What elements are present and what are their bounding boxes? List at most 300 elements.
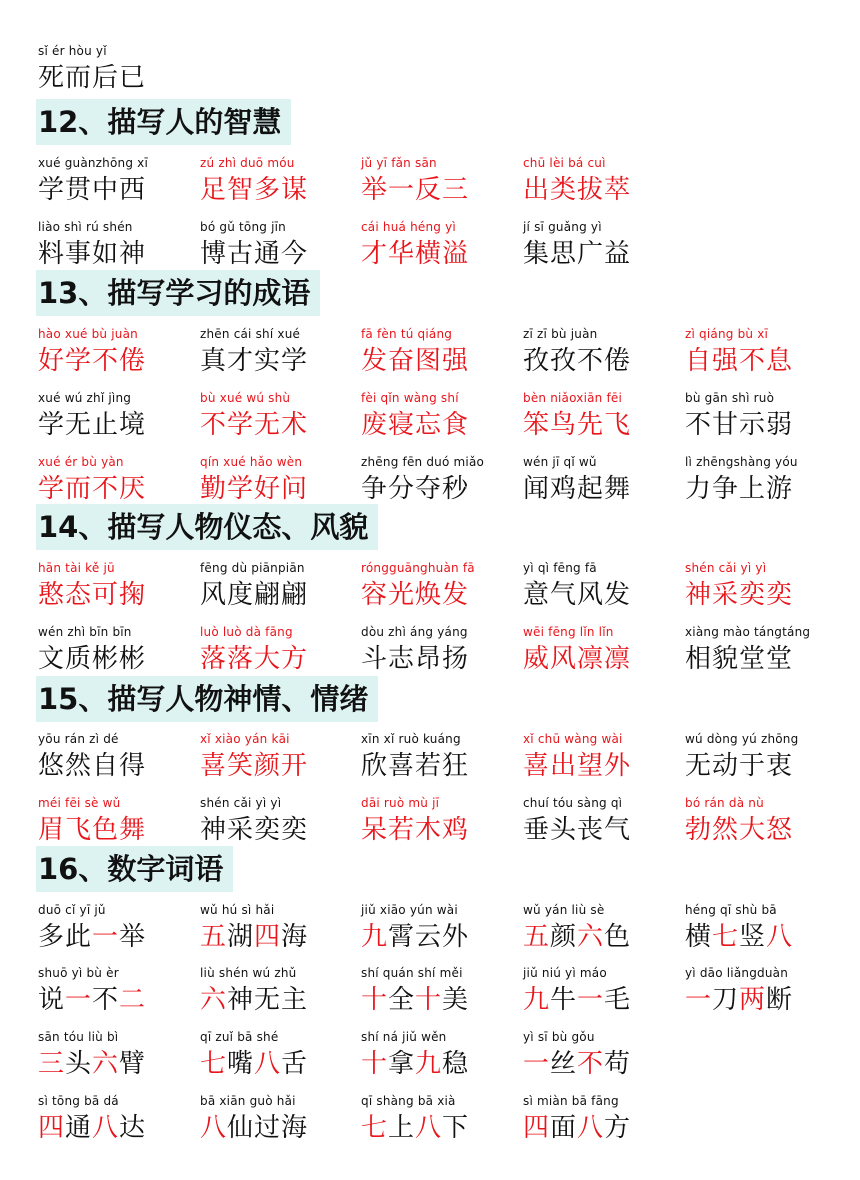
idiom-item: [361, 1093, 521, 1147]
characters: 不甘示弱: [685, 410, 794, 440]
section-heading: 14、描写人物仪态、风貌: [36, 504, 378, 550]
idiom-characters: [200, 811, 360, 849]
idiom-pinyin: luò luò dà fāng: [200, 625, 293, 639]
idiom-item: [38, 155, 198, 209]
idiom-characters: [200, 342, 360, 380]
characters: 说: [38, 985, 66, 1015]
characters: 欣喜若狂: [361, 751, 470, 781]
idiom-pinyin: xué guànzhōng xī: [38, 156, 149, 170]
highlighted-characters: 眉飞色舞: [38, 815, 147, 845]
idiom-pinyin: yì qì fēng fā: [523, 561, 597, 575]
idiom-item: [685, 390, 845, 444]
highlighted-characters: 十: [415, 985, 443, 1015]
idiom-item: [685, 326, 845, 380]
idiom-pinyin: jiǔ niú yì máo: [523, 966, 607, 980]
idiom-pinyin: wén jī qǐ wǔ: [523, 455, 597, 469]
characters: 上: [388, 1113, 416, 1143]
characters: 苟: [604, 1049, 632, 1079]
highlighted-characters: 落落大方: [200, 644, 309, 674]
idiom-item: [685, 965, 845, 1019]
idiom-characters: [361, 811, 521, 849]
idiom-pinyin: wēi fēng lǐn lǐn: [523, 625, 614, 639]
idiom-characters: [523, 918, 683, 956]
idiom-pinyin: xiàng mào tángtáng: [685, 625, 811, 639]
highlighted-characters: 自强不息: [685, 346, 794, 376]
idiom-pinyin: yōu rán zì dé: [38, 732, 119, 746]
idiom-pinyin: zì qiáng bù xī: [685, 327, 769, 341]
idiom-item: [38, 219, 198, 273]
highlighted-characters: 十: [361, 1049, 389, 1079]
highlighted-characters: 八: [200, 1113, 228, 1143]
idiom-item: [200, 390, 360, 444]
idiom-pinyin: qī shàng bā xià: [361, 1094, 456, 1108]
idiom-item: [685, 795, 845, 849]
idiom-characters: [685, 747, 845, 785]
idiom-characters: [685, 470, 845, 508]
idiom-item: [523, 326, 683, 380]
idiom-characters: [38, 235, 198, 273]
idiom-item: [523, 624, 683, 678]
idiom-characters: [200, 576, 360, 614]
idiom-pinyin: zhēng fēn duó miǎo: [361, 455, 485, 469]
idiom-pinyin: bèn niǎoxiān fēi: [523, 391, 623, 405]
idiom-item: [38, 390, 198, 444]
idiom-pinyin: sǐ ér hòu yǐ: [38, 44, 107, 58]
idiom-item: [361, 1029, 521, 1083]
idiom-characters: [38, 171, 198, 209]
characters: 丝: [550, 1049, 578, 1079]
highlighted-characters: 呆若木鸡: [361, 815, 470, 845]
idiom-item: [38, 560, 198, 614]
idiom-item: [200, 560, 360, 614]
characters: 文质彬彬: [38, 644, 147, 674]
highlighted-characters: 七: [361, 1113, 389, 1143]
idiom-characters: [523, 470, 683, 508]
idiom-pinyin: lì zhēngshàng yóu: [685, 455, 798, 469]
idiom-characters: [200, 171, 360, 209]
characters: 面: [550, 1113, 578, 1143]
idiom-item: [361, 155, 521, 209]
idiom-pinyin: zī zī bù juàn: [523, 327, 598, 341]
section-heading: 15、描写人物神情、情绪: [36, 676, 378, 722]
characters: 舌: [281, 1049, 309, 1079]
idiom-pinyin: shí quán shí měi: [361, 966, 463, 980]
highlighted-characters: 勃然大怒: [685, 815, 794, 845]
idiom-characters: [38, 1045, 198, 1083]
idiom-characters: [523, 981, 683, 1019]
characters: 达: [119, 1113, 147, 1143]
idiom-characters: [523, 1045, 683, 1083]
idiom-pinyin: cái huá héng yì: [361, 220, 456, 234]
characters: 风度翩翩: [200, 580, 309, 610]
idiom-item: [523, 731, 683, 785]
characters: 斗志昂扬: [361, 644, 470, 674]
characters: 稳: [442, 1049, 470, 1079]
idiom-item: [200, 1029, 360, 1083]
idiom-characters: [200, 1109, 360, 1147]
characters: 毛: [604, 985, 632, 1015]
characters: 全: [388, 985, 416, 1015]
idiom-characters: [38, 59, 198, 97]
characters: 神无主: [227, 985, 309, 1015]
idiom-item: [38, 795, 198, 849]
idiom-pinyin: yì sī bù gǒu: [523, 1030, 595, 1044]
idiom-pinyin: shén cǎi yì yì: [685, 561, 767, 575]
idiom-characters: [523, 171, 683, 209]
idiom-pinyin: xǐ chū wàng wài: [523, 732, 623, 746]
characters: 不: [92, 985, 120, 1015]
idiom-pinyin: dāi ruò mù jī: [361, 796, 440, 810]
characters: 力争上游: [685, 474, 794, 504]
characters: 相貌堂堂: [685, 644, 794, 674]
idiom-item: [38, 43, 198, 97]
highlighted-characters: 五: [523, 922, 551, 952]
idiom-pinyin: shén cǎi yì yì: [200, 796, 282, 810]
highlighted-characters: 六: [577, 922, 605, 952]
idiom-pinyin: chuí tóu sàng qì: [523, 796, 623, 810]
highlighted-characters: 五: [200, 922, 228, 952]
idiom-characters: [523, 1109, 683, 1147]
highlighted-characters: 四: [254, 922, 282, 952]
characters: 闻鸡起舞: [523, 474, 632, 504]
idiom-pinyin: yì dāo liǎngduàn: [685, 966, 789, 980]
characters: 霄云外: [388, 922, 470, 952]
highlighted-characters: 九: [361, 922, 389, 952]
idiom-characters: [523, 747, 683, 785]
idiom-characters: [200, 470, 360, 508]
highlighted-characters: 一: [685, 985, 713, 1015]
characters: 美: [442, 985, 470, 1015]
idiom-characters: [38, 640, 198, 678]
idiom-pinyin: bó gǔ tōng jīn: [200, 220, 286, 234]
idiom-item: [361, 326, 521, 380]
idiom-pinyin: jiǔ xiāo yún wài: [361, 903, 458, 917]
idiom-pinyin: bù xué wú shù: [200, 391, 291, 405]
idiom-item: [523, 965, 683, 1019]
characters: 多此: [38, 922, 93, 952]
characters: 垂头丧气: [523, 815, 632, 845]
idiom-pinyin: chū lèi bá cuì: [523, 156, 606, 170]
section-heading: 13、描写学习的成语: [36, 270, 320, 316]
idiom-pinyin: xǐ xiào yán kāi: [200, 732, 290, 746]
idiom-pinyin: qī zuǐ bā shé: [200, 1030, 279, 1044]
idiom-pinyin: bó rán dà nù: [685, 796, 764, 810]
characters: 举: [119, 922, 147, 952]
idiom-pinyin: jǔ yī fǎn sān: [361, 156, 437, 170]
idiom-item: [38, 624, 198, 678]
characters: 湖: [227, 922, 255, 952]
highlighted-characters: 六: [92, 1049, 120, 1079]
highlighted-characters: 六: [200, 985, 228, 1015]
idiom-characters: [685, 640, 845, 678]
idiom-pinyin: bù gān shì ruò: [685, 391, 775, 405]
idiom-pinyin: méi fēi sè wǔ: [38, 796, 121, 810]
idiom-item: [361, 624, 521, 678]
characters: 海: [281, 922, 309, 952]
characters: 颜: [550, 922, 578, 952]
idiom-item: [685, 731, 845, 785]
idiom-pinyin: sì miàn bā fāng: [523, 1094, 619, 1108]
characters: 臂: [119, 1049, 147, 1079]
idiom-item: [523, 390, 683, 444]
characters: 嘴: [227, 1049, 255, 1079]
idiom-item: [38, 902, 198, 956]
idiom-item: [361, 219, 521, 273]
idiom-item: [200, 624, 360, 678]
highlighted-characters: 八: [415, 1113, 443, 1143]
characters: 牛: [550, 985, 578, 1015]
idiom-item: [523, 155, 683, 209]
idiom-item: [523, 1029, 683, 1083]
idiom-item: [38, 326, 198, 380]
idiom-item: [361, 731, 521, 785]
characters: 拿: [388, 1049, 416, 1079]
highlighted-characters: 八: [577, 1113, 605, 1143]
highlighted-characters: 一: [523, 1049, 551, 1079]
idiom-characters: [523, 811, 683, 849]
characters: 博古通今: [200, 239, 309, 269]
characters: 死而后已: [38, 63, 147, 93]
highlighted-characters: 足智多谋: [200, 175, 309, 205]
idiom-item: [685, 624, 845, 678]
characters: 悠然自得: [38, 751, 147, 781]
idiom-item: [38, 965, 198, 1019]
idiom-item: [200, 965, 360, 1019]
idiom-item: [200, 1093, 360, 1147]
idiom-item: [523, 1093, 683, 1147]
idiom-pinyin: sì tōng bā dá: [38, 1094, 119, 1108]
characters: 刀: [712, 985, 740, 1015]
characters: 下: [442, 1113, 470, 1143]
idiom-item: [523, 560, 683, 614]
idiom-characters: [685, 918, 845, 956]
characters: 集思广益: [523, 239, 632, 269]
idiom-pinyin: jí sī guǎng yì: [523, 220, 602, 234]
idiom-characters: [361, 1109, 521, 1147]
highlighted-characters: 废寝忘食: [361, 410, 470, 440]
idiom-item: [523, 795, 683, 849]
idiom-characters: [200, 235, 360, 273]
idiom-pinyin: héng qī shù bā: [685, 903, 777, 917]
idiom-characters: [38, 342, 198, 380]
highlighted-characters: 十: [361, 985, 389, 1015]
idiom-pinyin: fēng dù piānpiān: [200, 561, 305, 575]
idiom-characters: [200, 747, 360, 785]
highlighted-characters: 七: [712, 922, 740, 952]
idiom-pinyin: zú zhì duō móu: [200, 156, 295, 170]
idiom-pinyin: sān tóu liù bì: [38, 1030, 119, 1044]
idiom-characters: [361, 171, 521, 209]
highlighted-characters: 容光焕发: [361, 580, 470, 610]
idiom-characters: [38, 406, 198, 444]
idiom-characters: [38, 918, 198, 956]
highlighted-characters: 喜笑颜开: [200, 751, 309, 781]
characters: 学贯中西: [38, 175, 147, 205]
idiom-characters: [685, 811, 845, 849]
idiom-characters: [361, 747, 521, 785]
idiom-item: [361, 560, 521, 614]
idiom-characters: [523, 406, 683, 444]
idiom-pinyin: liù shén wú zhǔ: [200, 966, 297, 980]
idiom-pinyin: wǔ yán liù sè: [523, 903, 605, 917]
idiom-characters: [685, 576, 845, 614]
idiom-pinyin: wú dòng yú zhōng: [685, 732, 799, 746]
highlighted-characters: 八: [766, 922, 794, 952]
characters: 通: [65, 1113, 93, 1143]
idiom-characters: [523, 576, 683, 614]
idiom-item: [523, 454, 683, 508]
characters: 竖: [739, 922, 767, 952]
idiom-characters: [38, 981, 198, 1019]
highlighted-characters: 八: [92, 1113, 120, 1143]
idiom-item: [200, 902, 360, 956]
idiom-characters: [361, 470, 521, 508]
highlighted-characters: 二: [119, 985, 147, 1015]
idiom-characters: [200, 1045, 360, 1083]
highlighted-characters: 举一反三: [361, 175, 470, 205]
section-heading: 16、数字词语: [36, 846, 233, 892]
idiom-characters: [685, 981, 845, 1019]
highlighted-characters: 七: [200, 1049, 228, 1079]
highlighted-characters: 一: [65, 985, 93, 1015]
highlighted-characters: 发奋图强: [361, 346, 470, 376]
idiom-pinyin: fèi qǐn wàng shí: [361, 391, 459, 405]
highlighted-characters: 四: [523, 1113, 551, 1143]
highlighted-characters: 才华横溢: [361, 239, 470, 269]
highlighted-characters: 好学不倦: [38, 346, 147, 376]
idiom-item: [361, 965, 521, 1019]
idiom-item: [38, 731, 198, 785]
highlighted-characters: 一: [92, 922, 120, 952]
highlighted-characters: 不学无术: [200, 410, 309, 440]
characters: 头: [65, 1049, 93, 1079]
idiom-characters: [38, 747, 198, 785]
idiom-item: [361, 795, 521, 849]
idiom-pinyin: dòu zhì áng yáng: [361, 625, 468, 639]
idiom-pinyin: wén zhì bīn bīn: [38, 625, 132, 639]
characters: 方: [604, 1113, 632, 1143]
idiom-characters: [361, 918, 521, 956]
idiom-item: [38, 1093, 198, 1147]
idiom-item: [200, 731, 360, 785]
idiom-characters: [200, 406, 360, 444]
idiom-characters: [523, 342, 683, 380]
idiom-item: [38, 1029, 198, 1083]
idiom-pinyin: liào shì rú shén: [38, 220, 133, 234]
idiom-characters: [685, 342, 845, 380]
highlighted-characters: 两: [739, 985, 767, 1015]
characters: 横: [685, 922, 713, 952]
idiom-pinyin: hào xué bù juàn: [38, 327, 138, 341]
idiom-pinyin: xué wú zhǐ jìng: [38, 391, 132, 405]
highlighted-characters: 神采奕奕: [685, 580, 794, 610]
idiom-pinyin: xué ér bù yàn: [38, 455, 124, 469]
idiom-item: [200, 326, 360, 380]
idiom-characters: [361, 576, 521, 614]
idiom-item: [685, 454, 845, 508]
highlighted-characters: 勤学好问: [200, 474, 309, 504]
idiom-item: [200, 219, 360, 273]
idiom-characters: [38, 576, 198, 614]
highlighted-characters: 三: [38, 1049, 66, 1079]
idiom-characters: [361, 342, 521, 380]
characters: 料事如神: [38, 239, 147, 269]
highlighted-characters: 八: [254, 1049, 282, 1079]
characters: 争分夺秒: [361, 474, 470, 504]
characters: 意气风发: [523, 580, 632, 610]
idiom-item: [200, 454, 360, 508]
idiom-characters: [38, 470, 198, 508]
idiom-characters: [361, 640, 521, 678]
highlighted-characters: 学而不厌: [38, 474, 147, 504]
idiom-item: [200, 155, 360, 209]
idiom-characters: [523, 235, 683, 273]
idiom-characters: [38, 811, 198, 849]
highlighted-characters: 憨态可掬: [38, 580, 147, 610]
highlighted-characters: 笨鸟先飞: [523, 410, 632, 440]
idiom-pinyin: róngguānghuàn fā: [361, 561, 475, 575]
idiom-pinyin: xīn xǐ ruò kuáng: [361, 732, 461, 746]
idiom-item: [685, 902, 845, 956]
idiom-item: [685, 560, 845, 614]
highlighted-characters: 四: [38, 1113, 66, 1143]
highlighted-characters: 出类拔萃: [523, 175, 632, 205]
idiom-pinyin: fā fèn tú qiáng: [361, 327, 453, 341]
characters: 神采奕奕: [200, 815, 309, 845]
idiom-pinyin: wǔ hú sì hǎi: [200, 903, 275, 917]
idiom-characters: [38, 1109, 198, 1147]
idiom-item: [523, 219, 683, 273]
characters: 无动于衷: [685, 751, 794, 781]
idiom-pinyin: bā xiān guò hǎi: [200, 1094, 296, 1108]
idiom-pinyin: shí ná jiǔ wěn: [361, 1030, 447, 1044]
highlighted-characters: 一: [577, 985, 605, 1015]
idiom-characters: [361, 406, 521, 444]
section-heading: 12、描写人的智慧: [36, 99, 291, 145]
idiom-characters: [523, 640, 683, 678]
highlighted-characters: 喜出望外: [523, 751, 632, 781]
idiom-characters: [361, 235, 521, 273]
highlighted-characters: 九: [523, 985, 551, 1015]
highlighted-characters: 九: [415, 1049, 443, 1079]
idiom-characters: [361, 981, 521, 1019]
idiom-item: [361, 390, 521, 444]
characters: 仙过海: [227, 1113, 309, 1143]
idiom-item: [361, 902, 521, 956]
idiom-item: [523, 902, 683, 956]
idiom-characters: [200, 640, 360, 678]
idiom-item: [200, 795, 360, 849]
idiom-pinyin: shuō yì bù èr: [38, 966, 119, 980]
idiom-pinyin: duō cǐ yī jǔ: [38, 903, 106, 917]
characters: 断: [766, 985, 794, 1015]
idiom-item: [38, 454, 198, 508]
idiom-pinyin: qín xué hǎo wèn: [200, 455, 303, 469]
characters: 色: [604, 922, 632, 952]
idiom-characters: [361, 1045, 521, 1083]
idiom-pinyin: zhēn cái shí xué: [200, 327, 301, 341]
characters: 真才实学: [200, 346, 309, 376]
idiom-characters: [200, 918, 360, 956]
highlighted-characters: 威风凛凛: [523, 644, 632, 674]
idiom-item: [361, 454, 521, 508]
characters: 学无止境: [38, 410, 147, 440]
idiom-characters: [685, 406, 845, 444]
idiom-characters: [200, 981, 360, 1019]
idiom-pinyin: hān tài kě jū: [38, 561, 115, 575]
characters: 孜孜不倦: [523, 346, 632, 376]
highlighted-characters: 不: [577, 1049, 605, 1079]
